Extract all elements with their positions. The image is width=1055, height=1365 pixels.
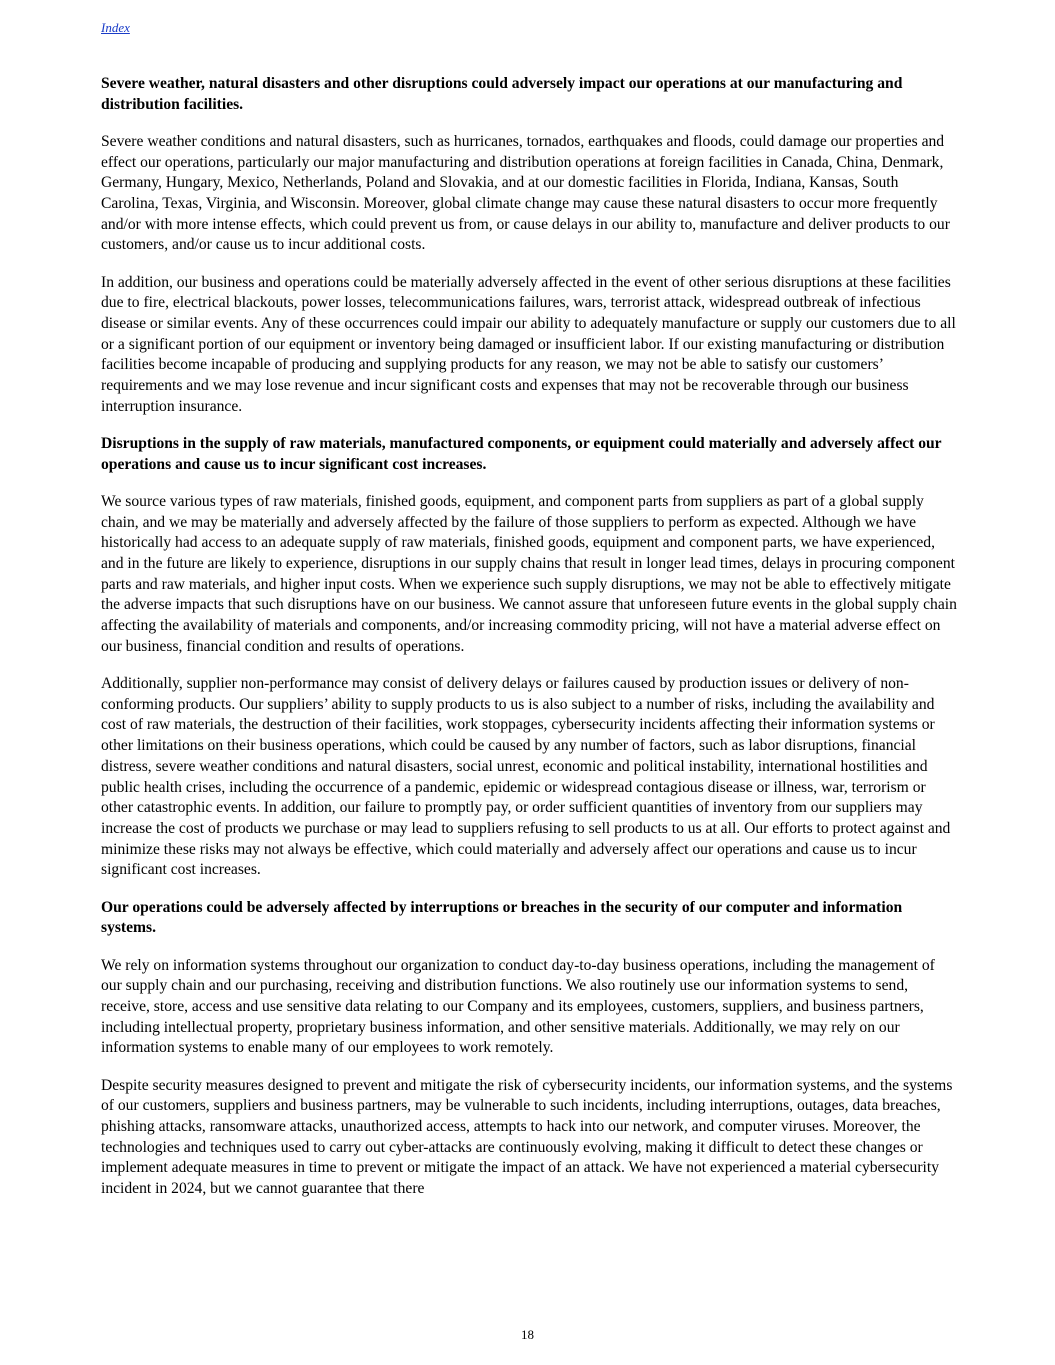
section-heading-information-security: Our operations could be adversely affected by interruptions or breaches in the security of our computer and information systems. [101,898,903,937]
paragraph: Despite security measures designed to prevent and mitigate the risk of cybersecurity incidents, our information systems, and the systems of our customers, suppliers and business partners, may be vulnerable to such incidents, including interruptions, outages, data breaches, phishing attacks, ransomware attacks, unauthorized access, attempts to hack into our network, and computer viruses. Moreover, the technologies and techniques used to carry out cyber-attacks are continuously evolving, making it difficult to detect these changes or implement adequate measures in time to prevent or mitigate the impact of an attack. We have not experienced a material cybersecurity incident in 2024, but we cannot guarantee that there [101,1076,953,1198]
paragraph: Additionally, supplier non-performance may consist of delivery delays or failures caused by production issues or delivery of non-conforming products. Our suppliers’ ability to supply products to us is also subject to a number of risks, including the availability and cost of raw materials, the destruction of their facilities, work stoppages, cybersecurity incidents affecting their information systems or other limitations on their business operations, which could be caused by any number of factors, such as labor disruptions, financial distress, severe weather conditions and natural disasters, social unrest, economic and political instability, international hostilities and public health crises, including the occurrence of a pandemic, epidemic or widespread contagious disease or illness, war, terrorism or other catastrophic events. In addition, our failure to promptly pay, or order sufficient quantities of inventory from our suppliers may increase the cost of products we purchase or may lead to suppliers refusing to sell products to us at all. Our efforts to protect against and minimize these risks may not always be effective, which could materially and adversely affect our operations and cause us to incur significant cost increases. [101,675,951,879]
paragraph: We source various types of raw materials, finished goods, equipment, and component parts from suppliers as part of a global supply chain, and we may be materially and adversely affected by the failure of those suppliers to perform as expected. Although we have historically had access to an adequate supply of raw materials, finished goods, equipment and component parts, we have experienced, and in the future are likely to experience, disruptions in our supply chains that result in longer lead times, delays in procuring component parts and raw materials, and higher input costs. When we experience such supply disruptions, we may not be able to effectively mitigate the adverse impacts that such disruptions have on our business. We cannot assure that unforeseen future events in the global supply chain affecting the availability of materials and components, and/or increasing commodity pricing, will not have a material adverse effect on our business, financial condition and results of operations. [101,492,957,655]
section-heading-severe-weather: Severe weather, natural disasters and other disruptions could adversely impact our operations at our manufacturing and distribution facilities. [101,75,903,113]
paragraph: Severe weather conditions and natural disasters, such as hurricanes, tornados, earthquakes and floods, could damage our properties and effect our operations, particularly our major manufacturing and distribution operations at foreign facilities in Canada, China, Denmark, Germany, Hungary, Mexico, Netherlands, Poland and Slovakia, and at our domestic facilities in Florida, Indiana, Kansas, South Carolina, Texas, Virginia, and Wisconsin. Moreover, global climate change may cause these natural disasters to occur more frequently and/or with more intense effects, which could prevent us from, or cause delays in our ability to, manufacture and deliver products to our customers, and/or cause us to incur additional costs. [101,132,950,254]
document-body [101,74,957,1216]
paragraph: We rely on information systems throughout our organization to conduct day-to-day business operations, including the management of our supply chain and our purchasing, receiving and distribution functions. We also routinely use our information systems to send, receive, store, access and use sensitive data relating to our Company and its employees, customers, suppliers, and business partners, including intellectual property, proprietary business information, and other sensitive materials. Additionally, we may rely on our information systems to enable many of our employees to work remotely. [101,956,935,1057]
index-link[interactable]: Index [101,20,130,35]
section-heading-supply-disruptions: Disruptions in the supply of raw materials, manufactured components, or equipment could materially and adversely affect our operations and cause us to incur significant cost increases. [101,435,942,473]
page-number: 18 [521,1327,534,1342]
paragraph: In addition, our business and operations could be materially adversely affected in the event of other serious disruptions at these facilities due to fire, electrical blackouts, power losses, telecommunications failures, wars, terrorist attack, widespread outbreak of infectious disease or similar events. Any of these occurrences could impair our ability to adequately manufacture or supply our customers due to all or a significant portion of our equipment or inventory being damaged or insufficient labor. If our existing manufacturing or distribution facilities become incapable of producing and supplying products for any reason, we may not be able to satisfy our customers’ requirements and we may lose revenue and incur significant costs and expenses that may not be recoverable through our business interruption insurance. [101,273,956,415]
